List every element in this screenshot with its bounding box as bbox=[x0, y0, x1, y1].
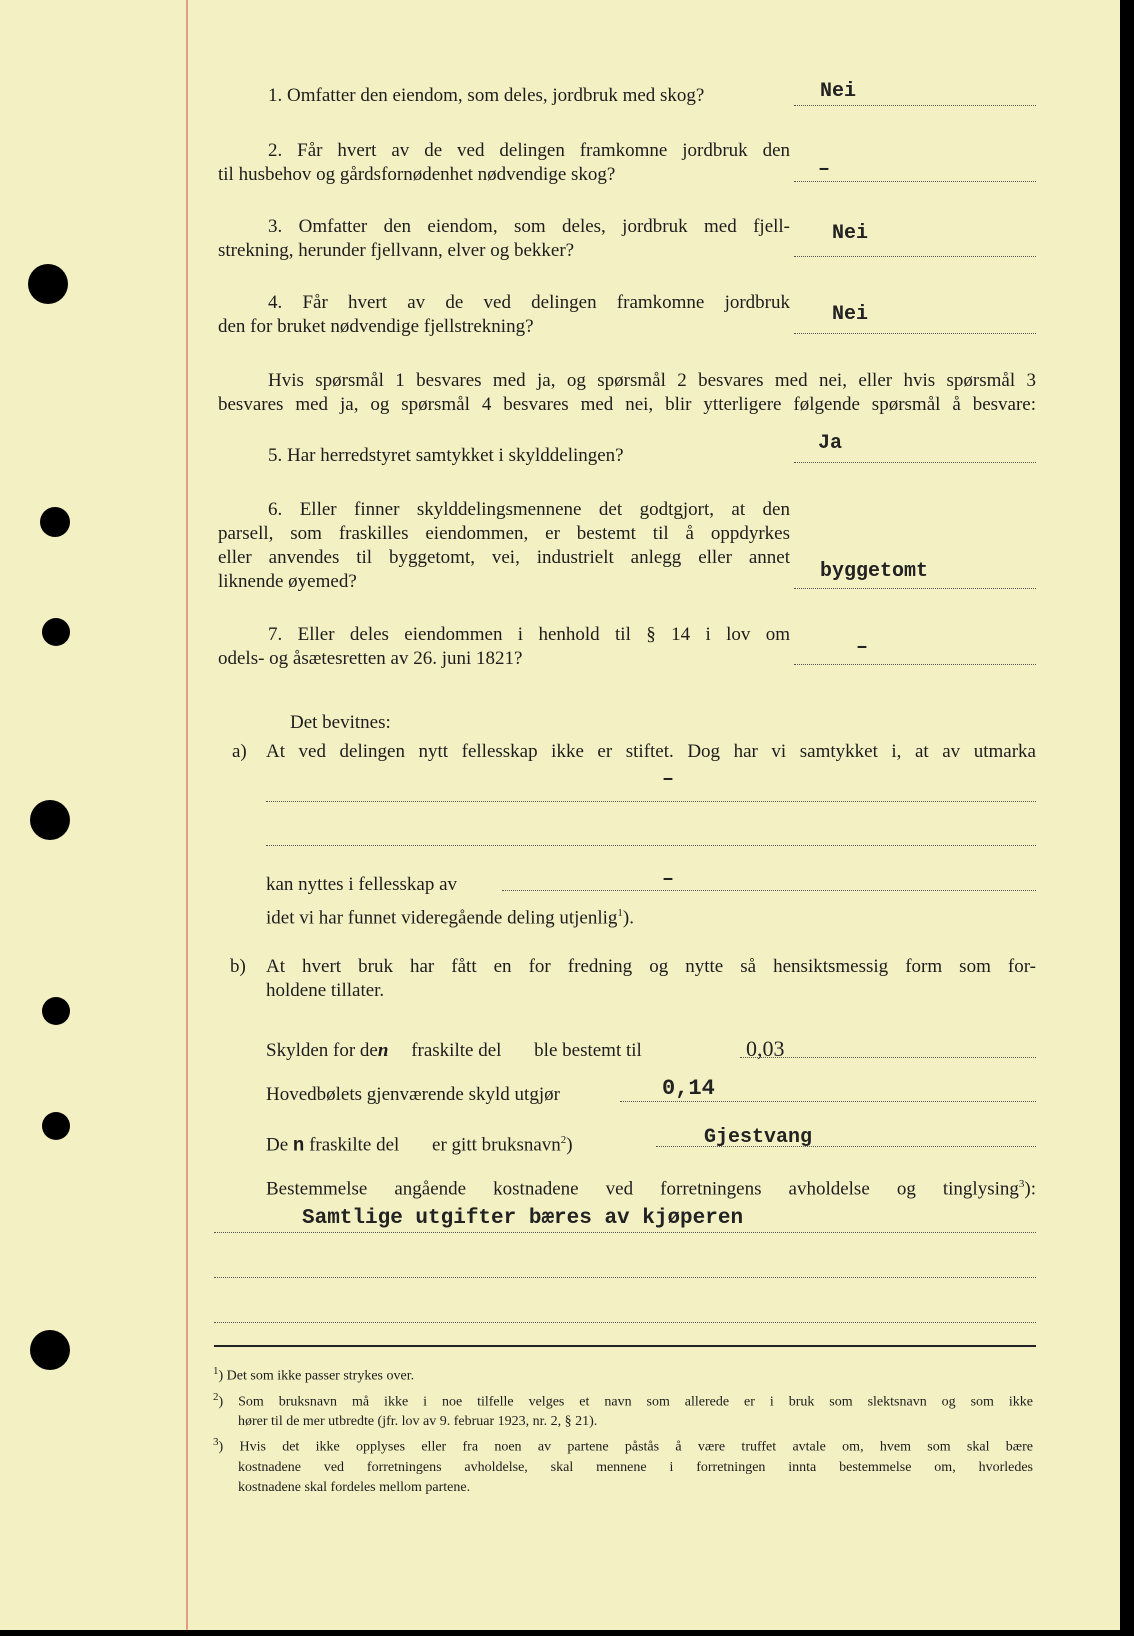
answer-line bbox=[794, 333, 1036, 334]
answer-line bbox=[794, 462, 1036, 463]
fellesskap-answer: – bbox=[662, 868, 675, 891]
answer-value: Ja bbox=[818, 432, 843, 455]
fellesskap-label: kan nyttes i fellesskap av bbox=[266, 874, 458, 895]
question-text-line: strekning, herunder fjellvann, elver og bekker? bbox=[218, 240, 575, 261]
punch-hole bbox=[30, 800, 70, 840]
question-text-line: 3. Omfatter den eiendom, som deles, jordbruk med fjell- bbox=[268, 216, 791, 237]
question-text-line: odels- og åsætesretten av 26. juni 1821? bbox=[218, 648, 523, 669]
answer-line bbox=[794, 664, 1036, 665]
answer-value: Nei bbox=[832, 222, 869, 245]
question-number: 1. bbox=[268, 85, 283, 106]
question-text-line: 6. Eller finner skylddelingsmennene det godtgjort, at den bbox=[268, 499, 790, 520]
punch-hole bbox=[30, 1330, 70, 1370]
section-b-text: At hvert bruk har fått en for fredning og nytte så hensiktsmessig form som for- holdene tillater. bbox=[266, 956, 1036, 1001]
answer-value: Nei bbox=[820, 80, 857, 103]
question-text-line: eller anvendes til byggetomt, vei, industrielt anlegg eller annet bbox=[218, 547, 790, 568]
bevitnes-heading: Det bevitnes: bbox=[290, 712, 391, 733]
answer-line bbox=[794, 256, 1036, 257]
footnote-1: $^1$) Det som ikke passer strykes over. bbox=[213, 1365, 415, 1384]
bestemmelse-label: Bestemmelse angående kostnadene ved forretningens avholdelse og tinglysing$^3$): bbox=[266, 1178, 1036, 1200]
question-3 bbox=[218, 215, 790, 263]
footnote-separator bbox=[214, 1345, 1036, 1347]
footnote-3: $^3$) Hvis det ikke opplyses eller fra noen av partene påstås å være truffet avtale om, hvem som skal bære bbox=[213, 1436, 1033, 1455]
skyld-value: 0,03 bbox=[746, 1036, 785, 1061]
skyld-label: Skylden for den fraskilte del ble bestemt til bbox=[266, 1040, 642, 1061]
section-a-text: At ved delingen nytt fellesskap ikke er stiftet. Dog har vi samtykket i, at av utmarka bbox=[266, 741, 1036, 762]
question-text-line: 7. Eller deles eiendommen i henhold til § 14 i lov om bbox=[268, 624, 791, 645]
answer-value: – bbox=[818, 158, 831, 181]
question-7 bbox=[218, 623, 790, 671]
footnote-3-cont: kostnadene ved forretningens avholdelse, skal mennene i forretningen innta bestemmelse om, hvorledes bbox=[238, 1459, 1033, 1475]
hovedbol-value: 0,14 bbox=[662, 1076, 715, 1101]
punch-hole bbox=[28, 264, 68, 304]
section-a-answer: – bbox=[662, 768, 675, 791]
hovedbol-label: Hovedbølets gjenværende skyld utgjør bbox=[266, 1084, 560, 1105]
bruksnavn-value: Gjestvang bbox=[704, 1126, 813, 1149]
answer-value: – bbox=[856, 636, 869, 659]
punch-hole bbox=[42, 618, 70, 646]
answer-line bbox=[794, 588, 1036, 589]
utjenlig-text: idet vi har funnet videregående deling utjenlig$^1$). bbox=[266, 907, 634, 929]
condition-line: Hvis spørsmål 1 besvares med ja, og spørsmål 2 besvares med nei, eller hvis spørsmål 3 bbox=[268, 370, 1036, 391]
punch-hole bbox=[42, 1112, 70, 1140]
punch-hole bbox=[42, 997, 70, 1025]
question-5 bbox=[268, 444, 624, 468]
section-a-label: a) bbox=[232, 741, 247, 762]
question-text-line: liknende øyemed? bbox=[218, 571, 357, 592]
bestemmelse-value: Samtlige utgifter bæres av kjøperen bbox=[302, 1207, 744, 1230]
footnote-2-cont: hører til de mer utbredte (jfr. lov av 9. februar 1923, nr. 2, § 21). bbox=[238, 1414, 598, 1430]
question-4 bbox=[218, 291, 790, 339]
question-number: 5. bbox=[268, 445, 283, 466]
answer-line bbox=[502, 890, 1036, 891]
question-text-line: til husbehov og gårdsfornødenhet nødvendige skog? bbox=[218, 164, 616, 185]
answer-line bbox=[266, 801, 1036, 802]
footnotes bbox=[213, 1361, 1033, 1498]
answer-line bbox=[214, 1322, 1036, 1323]
question-text-line: 4. Får hvert av de ved delingen framkomne jordbruk bbox=[268, 292, 791, 313]
question-text-line: parsell, som fraskilles eiendommen, er bestemt til å oppdyrkes bbox=[218, 523, 790, 544]
footnote-ref: 1 bbox=[617, 907, 623, 919]
answer-line bbox=[214, 1232, 1036, 1233]
answer-line bbox=[794, 181, 1036, 182]
question-6 bbox=[218, 498, 790, 594]
question-text: Har herredstyret samtykket i skylddelingen? bbox=[287, 445, 624, 466]
question-text-line: den for bruket nødvendige fjellstrekning? bbox=[218, 316, 534, 337]
section-b-label: b) bbox=[230, 956, 246, 977]
condition-paragraph bbox=[218, 369, 1036, 417]
footnote-ref: 2 bbox=[560, 1134, 567, 1146]
answer-value: byggetomt bbox=[820, 560, 929, 583]
answer-line bbox=[794, 105, 1036, 106]
question-text: Omfatter den eiendom, som deles, jordbruk med skog? bbox=[287, 85, 705, 106]
handwritten-n: n bbox=[377, 1040, 389, 1061]
condition-line: besvares med ja, og spørsmål 4 besvares med nei, blir ytterligere følgende spørsmål å besvare: bbox=[218, 394, 1036, 415]
footnote-ref: 3 bbox=[1018, 1178, 1025, 1190]
question-2 bbox=[218, 139, 790, 187]
bruksnavn-label: De n fraskilte del er gitt bruksnavn$^2$) bbox=[266, 1134, 573, 1157]
answer-line bbox=[214, 1277, 1036, 1278]
punch-hole bbox=[40, 507, 70, 537]
answer-value: Nei bbox=[832, 303, 869, 326]
question-1 bbox=[268, 84, 704, 108]
footnote-3-cont: kostnadene skal fordeles mellom partene. bbox=[238, 1479, 471, 1495]
answer-line bbox=[620, 1101, 1036, 1102]
handwritten-n: n bbox=[292, 1134, 305, 1157]
question-text-line: 2. Får hvert av de ved delingen framkomne jordbruk den bbox=[268, 140, 790, 161]
footnote-2: $^2$) Som bruksnavn må ikke i noe tilfelle velges et navn som allerede er i bruk som slektsnavn og som ikke bbox=[213, 1390, 1033, 1410]
answer-line bbox=[266, 845, 1036, 846]
margin-line bbox=[186, 0, 188, 1630]
